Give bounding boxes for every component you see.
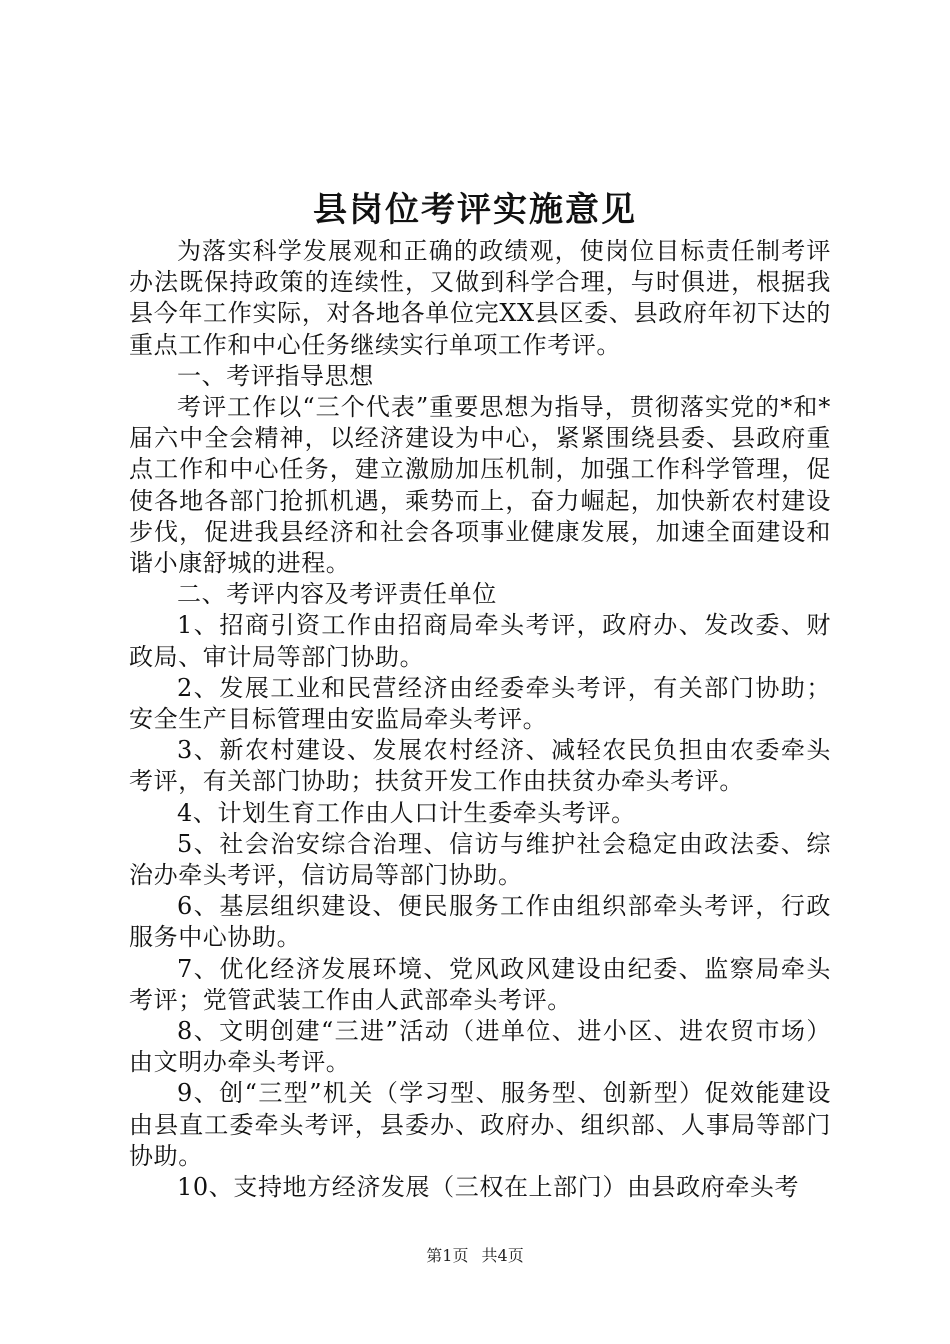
total-pages: 共4页 xyxy=(481,1246,524,1265)
document-title: 县岗位考评实施意见 xyxy=(313,190,637,230)
intro-paragraph: 为落实科学发展观和正确的政绩观，使岗位目标责任制考评办法既保持政策的连续性，又做到科学合理，与时俱进，根据我县今年工作实际，对各地各单位完XX县区委、县政府年初下达的重点工作和中心任务继续实行单项工作考评。 xyxy=(129,237,831,359)
list-item: 7、优化经济发展环境、党风政风建设由纪委、监察局牵头考评；党管武装工作由人武部牵头考评。 xyxy=(129,954,831,1014)
list-item: 9、创“三型”机关（学习型、服务型、创新型）促效能建设由县直工委牵头考评，县委办、政府办、组织部、人事局等部门协助。 xyxy=(129,1079,831,1170)
section-heading-content-units: 二、考评内容及考评责任单位 xyxy=(177,580,497,609)
section-heading-guiding-thought: 一、考评指导思想 xyxy=(177,361,374,390)
list-item: 8、文明创建“三进”活动（进单位、进小区、进农贸市场）由文明办牵头考评。 xyxy=(129,1017,831,1077)
list-item: 3、新农村建设、发展农村经济、减轻农民负担由农委牵头考评，有关部门协助；扶贫开发工作由扶贫办牵头考评。 xyxy=(129,736,831,796)
document-body xyxy=(129,236,831,1203)
list-item: 1、招商引资工作由招商局牵头考评，政府办、发改委、财政局、审计局等部门协助。 xyxy=(129,611,831,671)
list-item: 4、计划生育工作由人口计生委牵头考评。 xyxy=(177,798,636,827)
guiding-thought-paragraph: 考评工作以“三个代表”重要思想为指导，贯彻落实党的*和*届六中全会精神，以经济建设为中心，紧紧围绕县委、县政府重点工作和中心任务，建立激励加压机制，加强工作科学管理，促使各地各部门抢抓机遇，乘势而上，奋力崛起，加快新农村建设步伐，促进我县经济和社会各项事业健康发展，加速全面建设和谐小康舒城的进程。 xyxy=(129,393,831,578)
list-item: 10、支持地方经济发展（三权在上部门）由县政府牵头考 xyxy=(177,1173,800,1202)
list-item: 5、社会治安综合治理、信访与维护社会稳定由政法委、综治办牵头考评，信访局等部门协助。 xyxy=(129,829,831,890)
list-item: 2、发展工业和民营经济由经委牵头考评，有关部门协助；安全生产目标管理由安监局牵头考评。 xyxy=(129,673,831,734)
page-number: 第1页 xyxy=(426,1246,469,1265)
list-item: 6、基层组织建设、便民服务工作由组织部牵头考评，行政服务中心协助。 xyxy=(129,892,831,952)
page-footer xyxy=(0,1246,950,1266)
